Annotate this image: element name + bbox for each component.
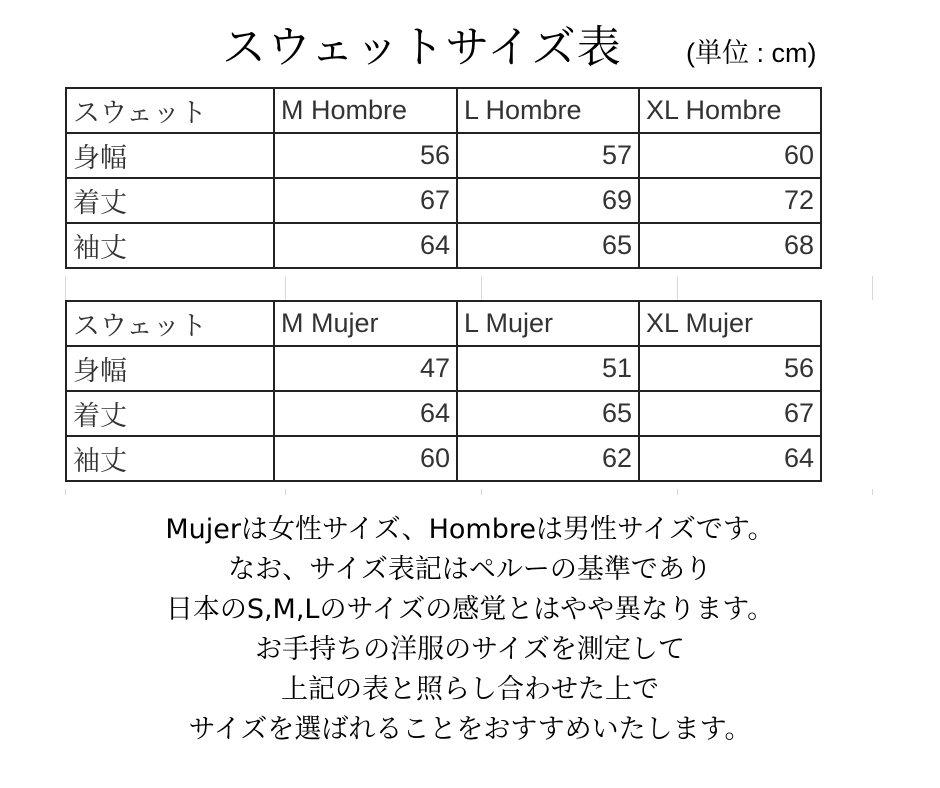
unit-label: (単位 : cm) [686,38,817,68]
table-cell: 47 [274,346,457,391]
note-line: 上記の表と照らし合わせた上で [281,674,659,705]
table-row [66,223,821,268]
table-cell: 56 [639,346,821,391]
table-cell: 57 [457,133,639,178]
table-cell: 64 [274,223,457,268]
table-cell: 62 [457,436,639,481]
spreadsheet-gridlines [65,276,873,300]
spreadsheet-gridlines [65,489,873,495]
row-label: 身幅 [66,133,274,178]
table-row [66,178,821,223]
row-label: 袖丈 [66,223,274,268]
table-row [66,346,821,391]
title-row [0,14,940,84]
row-label: 着丈 [66,178,274,223]
page-title: スウェットサイズ表 [222,22,622,73]
table-cell: 56 [274,133,457,178]
header-cell: M Hombre [274,88,457,133]
header-cell: スウェット [66,301,274,346]
header-cell: M Mujer [274,301,457,346]
table-cell: 51 [457,346,639,391]
table-cell: 60 [639,133,821,178]
table-header-row [66,301,821,346]
table-header-row [66,88,821,133]
table-cell: 67 [639,391,821,436]
note-line: Mujerは女性サイズ、Hombreは男性サイズです。 [165,514,775,545]
table-row [66,133,821,178]
table-cell: 64 [639,436,821,481]
header-cell: スウェット [66,88,274,133]
row-label: 袖丈 [66,436,274,481]
header-cell: L Hombre [457,88,639,133]
note-line: 日本のS,M,Lのサイズの感覚とはやや異なります。 [165,594,775,625]
table-cell: 60 [274,436,457,481]
header-cell: L Mujer [457,301,639,346]
table-cell: 67 [274,178,457,223]
table-cell: 65 [457,391,639,436]
note-line: サイズを選ばれることをおすすめいたします。 [188,714,752,745]
row-label: 身幅 [66,346,274,391]
table-row [66,436,821,481]
table-row [66,391,821,436]
header-cell: XL Hombre [639,88,821,133]
table-cell: 68 [639,223,821,268]
table-cell: 64 [274,391,457,436]
table-cell: 65 [457,223,639,268]
size-table-women [65,300,822,482]
header-cell: XL Mujer [639,301,821,346]
size-notes [0,510,940,750]
note-line: お手持ちの洋服のサイズを測定して [255,634,685,665]
size-table-men [65,87,822,269]
row-label: 着丈 [66,391,274,436]
table-cell: 72 [639,178,821,223]
note-line: なお、サイズ表記はペルーの基準であり [228,554,712,585]
table-cell: 69 [457,178,639,223]
